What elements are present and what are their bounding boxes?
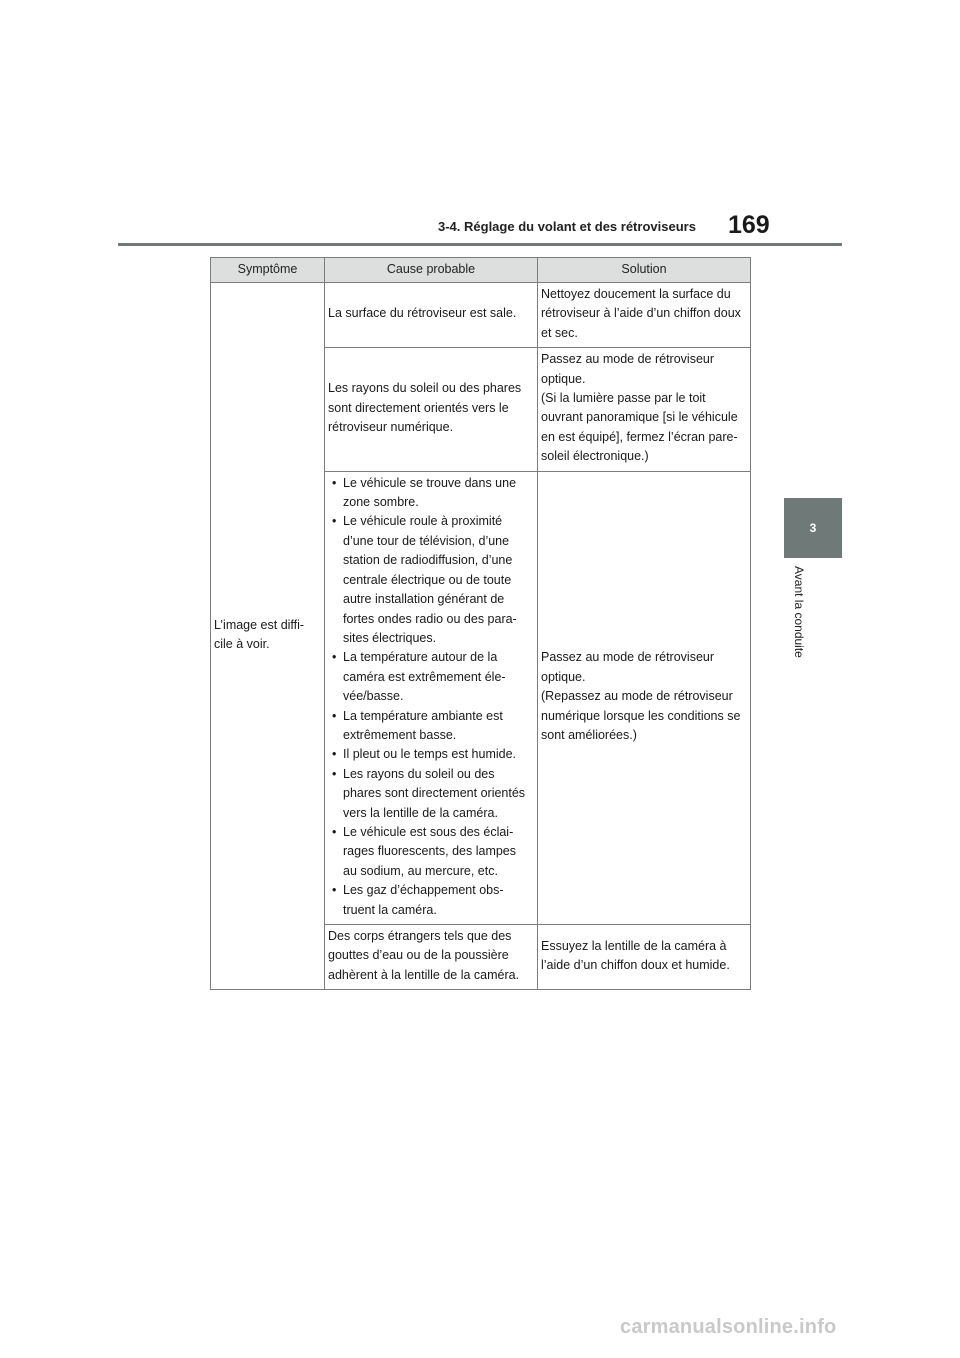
header-symptom: Symptôme: [211, 258, 325, 283]
list-item: • Les rayons du soleil ou des phares sont directement orientés vers la lentille de la caméra.: [328, 765, 534, 823]
cause-cell: La surface du rétroviseur est sale.: [325, 283, 538, 348]
symptom-cell: L’image est diffi- cile à voir.: [211, 283, 325, 990]
cause-cell: [325, 471, 538, 924]
solution-cell: Nettoyez doucement la surface du rétroviseur à l’aide d’un chiffon doux et sec.: [538, 283, 751, 348]
section-title: 3-4. Réglage du volant et des rétroviseurs: [438, 219, 696, 234]
solution-cell: Passez au mode de rétroviseur optique. (Si la lumière passe par le toit ouvrant panoramique [si le véhicule en est équipé], fermez l’écran pare- soleil électronique.): [538, 348, 751, 471]
watermark: carmanualsonline.info: [620, 1316, 837, 1338]
list-item: • Les gaz d’échappement obs- truent la caméra.: [328, 881, 534, 920]
list-item: • Le véhicule est sous des éclai- rages fluorescents, des lampes au sodium, au mercure, etc.: [328, 823, 534, 881]
header-cause: Cause probable: [325, 258, 538, 283]
header-divider: [118, 243, 842, 246]
header-solution: Solution: [538, 258, 751, 283]
cause-list: [328, 474, 534, 920]
list-item: • Le véhicule roule à proximité d’une tour de télévision, d’une station de radiodiffusion, d’une centrale électrique ou de toute autre installation générant de fortes ondes radio ou des para- sites électriques.: [328, 512, 534, 648]
list-item: • Il pleut ou le temps est humide.: [328, 745, 534, 764]
cause-cell: Les rayons du soleil ou des phares sont directement orientés vers le rétroviseur numérique.: [325, 348, 538, 471]
cause-cell: Des corps étrangers tels que des gouttes d’eau ou de la poussière adhèrent à la lentille de la caméra.: [325, 925, 538, 990]
table-row: [211, 283, 751, 348]
troubleshooting-table: [210, 257, 751, 990]
chapter-number: 3: [809, 521, 817, 535]
table-header-row: [211, 258, 751, 283]
solution-cell: Passez au mode de rétroviseur optique. (Repassez au mode de rétroviseur numérique lorsque les conditions se sont améliorées.): [538, 471, 751, 924]
list-item: • Le véhicule se trouve dans une zone sombre.: [328, 474, 534, 513]
chapter-label: Avant la conduite: [792, 566, 806, 658]
list-item: • La température ambiante est extrêmement basse.: [328, 707, 534, 746]
solution-cell: Essuyez la lentille de la caméra à l’aide d’un chiffon doux et humide.: [538, 925, 751, 990]
list-item: • La température autour de la caméra est extrêmement éle- vée/basse.: [328, 648, 534, 706]
page-number: 169: [728, 211, 770, 239]
chapter-tab[interactable]: [784, 498, 842, 558]
